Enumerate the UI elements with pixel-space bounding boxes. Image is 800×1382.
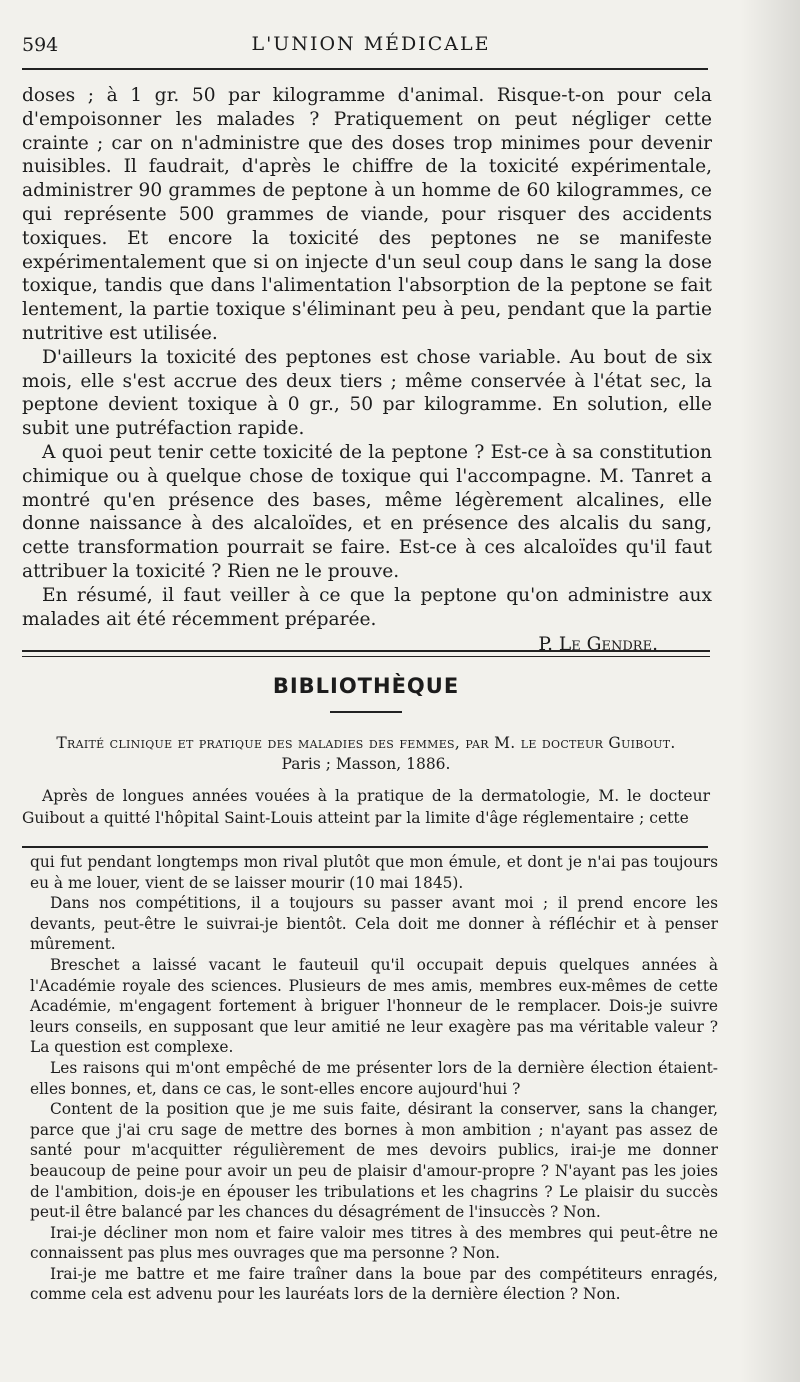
book-review: [22, 786, 710, 829]
title-underline: [330, 711, 402, 713]
page-edge-shadow: [740, 0, 800, 1382]
article-body: [22, 84, 712, 657]
footnote-paragraph: Irai-je me battre et me faire traîner dans la boue par des compétiteurs enragés, comme cela est advenu pour les lauréats lors de la dernière élection ? Non.: [30, 1264, 718, 1304]
section-divider: [22, 650, 710, 657]
footnote-paragraph: Content de la position que je me suis faite, désirant la conserver, sans la changer, parce que j'ai cru sage de mettre des bornes à mon ambition ; n'ayant pas assez de santé pour m'acquitter régulièrement de mes devoirs publics, irai-je me donner beaucoup de peine pour avoir un peu de plaisir d'amour-propre ? N'ayant pas les joies de l'ambition, dois-je en épouser les tribulations et les chagrins ? Le plaisir du succès peut-il être balancé par les chances du désagrément de l'insuccès ? Non.: [30, 1100, 718, 1222]
footnote-paragraph: Dans nos compétitions, il a toujours su passer avant moi ; il prend encore les devants, peut-être le suivrai-je bientôt. Cela doit me donner à réfléchir et à penser mûrement.: [30, 894, 718, 954]
footnote-paragraph: Irai-je décliner mon nom et faire valoir mes titres à des membres qui peut-être ne connaissent pas plus mes ouvrages que ma personne ? Non.: [30, 1223, 718, 1263]
book-publisher-line: Paris ; Masson, 1886.: [281, 755, 451, 773]
running-header: [22, 30, 720, 62]
article-paragraph: doses ; à 1 gr. 50 par kilogramme d'animal. Risque-t-on pour cela d'empoisonner les malades ? Pratiquement on peut négliger cette crainte ; car on n'administre que des doses trop minimes pour devenir nuisibles. Il faudrait, d'après le chiffre de la toxicité expérimentale, administrer 90 grammes de peptone à un homme de 60 kilogrammes, ce qui représente 500 grammes de viande, pour risquer des accidents toxiques. Et encore la toxicité des peptones ne se manifeste expérimentalement que si on injecte d'un seul coup dans le sang la dose toxique, tandis que dans l'alimentation l'absorption de la peptone se fait lentement, la partie toxique s'éliminant peu à peu, pendant que la partie nutritive est utilisée.: [22, 85, 712, 344]
section-title: BIBLIOTHÈQUE: [272, 674, 460, 698]
footnote-paragraph: qui fut pendant longtemps mon rival plutôt que mon émule, et dont je n'ai pas toujours eu à me louer, vient de se laisser mourir (10 mai 1845).: [30, 853, 718, 892]
footnote-paragraph: Breschet a laissé vacant le fauteuil qu'il occupait depuis quelques années à l'Académie royale des sciences. Plusieurs de mes amis, membres eux-mêmes de cette Académie, m'engagent fortement à briguer l'honneur de le remplacer. Dois-je suivre leurs conseils, en supposant que leur amitié ne leur exagère pas ma véritable valeur ? La question est complexe.: [30, 955, 718, 1057]
journal-title: L'UNION MÉDICALE: [251, 33, 491, 55]
page-number: 594: [22, 34, 59, 56]
footnote-text: [30, 852, 718, 1305]
author-signature: P. Le Gendre.: [538, 634, 658, 656]
article-paragraph: D'ailleurs la toxicité des peptones est chose variable. Au bout de six mois, elle s'est accrue des deux tiers ; même conservée à l'état sec, la peptone devient toxique à 0 gr., 50 par kilogramme. En solution, elle subit une putréfaction rapide.: [22, 346, 712, 440]
footnote-rule: [22, 846, 708, 848]
book-title-line: Traité clinique et pratique des maladies des femmes, par M. le docteur Guibout.: [56, 734, 676, 752]
footnote-paragraph: Les raisons qui m'ont empêché de me présenter lors de la dernière élection étaient-elles bonnes, et, dans ce cas, le sont-elles encore aujourd'hui ?: [30, 1058, 718, 1098]
article-paragraph: En résumé, il faut veiller à ce que la peptone qu'on administre aux malades ait été récemment préparée.: [22, 584, 712, 630]
review-paragraph: Après de longues années vouées à la pratique de la dermatologie, M. le docteur Guibout a quitté l'hôpital Saint-Louis atteint par la limite d'âge réglementaire ; cette: [22, 787, 710, 827]
header-rule: [22, 68, 708, 70]
book-reference: [22, 733, 710, 775]
article-paragraph: A quoi peut tenir cette toxicité de la peptone ? Est-ce à sa constitution chimique ou à quelque chose de toxique qui l'accompagne. M. Tanret a montré qu'en présence des bases, même légèrement alcalines, elle donne naissance à des alcaloïdes, et en présence des alcalis du sang, cette transformation pourrait se faire. Est-ce à ces alcaloïdes qu'il faut attribuer la toxicité ? Rien ne le prouve.: [22, 441, 712, 582]
